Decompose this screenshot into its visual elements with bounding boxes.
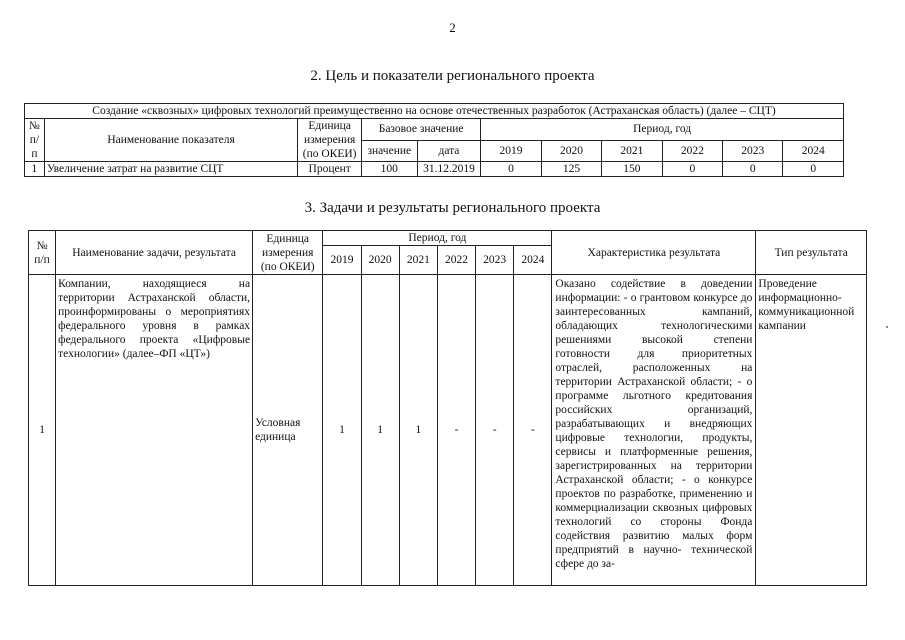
section-3-heading: 3. Задачи и результаты регионального проекта <box>304 200 601 216</box>
header-base-value: значение <box>361 140 417 162</box>
row-value: 150 <box>602 162 662 177</box>
row-num: 1 <box>29 275 56 586</box>
header-year: 2020 <box>541 140 601 162</box>
row-value: - <box>437 275 475 586</box>
row-num: 1 <box>25 162 45 177</box>
header-year: 2024 <box>783 140 844 162</box>
row-value: 0 <box>662 162 722 177</box>
goal-title: Создание «сквозных» цифровых технологий преимущественно на основе отечественных разработок (Астраханская область) (далее – СЦТ) <box>25 104 844 119</box>
row-base-date: 31.12.2019 <box>417 162 481 177</box>
row-characteristic: Оказано содействие в доведении информации: - о грантовом конкурсе до заинтересованных кампаний, обладающих технологическими решениями высокой степени готовности для приоритетных отраслей, расположенных на территории Астраханской области; - о программе льготного кредитования российских организаций, разрабатывающих и внедряющих цифровые технологии, продукты, сервисы и платформенные решения, зарегистрированных на территории Астраханской области; - о конкурсе проектов по разработке, применению и коммерциализации сквозных цифровых технологий со стороны Фонда содействия развитию малых форм предприятий в научно- технической сфере до за- <box>555 278 753 570</box>
row-value: 125 <box>541 162 601 177</box>
table-row <box>25 162 844 177</box>
header-task-name: Наименование задачи, результата <box>56 231 253 275</box>
header-indicator-name: Наименование показателя <box>44 119 298 162</box>
header-year: 2022 <box>437 246 475 275</box>
scan-speck <box>886 326 888 328</box>
header-year: 2019 <box>481 140 541 162</box>
row-result-type: Проведение информационно-коммуникационной кампании <box>756 275 867 586</box>
header-year: 2023 <box>476 246 514 275</box>
indicators-table <box>24 103 844 177</box>
header-base: Базовое значение <box>361 119 480 141</box>
row-value: 0 <box>783 162 844 177</box>
header-period: Период, год <box>481 119 844 141</box>
tasks-results-table <box>28 230 867 586</box>
row-unit: Процент <box>298 162 362 177</box>
row-value: 1 <box>361 275 399 586</box>
header-num: № п/п <box>25 119 45 162</box>
row-value: 1 <box>399 275 437 586</box>
header-unit: Единица измерения (по ОКЕИ) <box>298 119 362 162</box>
header-num: № п/п <box>29 231 56 275</box>
page-number: 2 <box>449 20 456 35</box>
row-indicator-name: Увеличение затрат на развитие СЦТ <box>44 162 298 177</box>
header-unit: Единица измерения (по ОКЕИ) <box>253 231 323 275</box>
header-result-type: Тип результата <box>756 231 867 275</box>
header-year: 2021 <box>399 246 437 275</box>
header-period: Период, год <box>323 231 552 246</box>
row-characteristic-cell <box>552 275 756 586</box>
header-base-date: дата <box>417 140 481 162</box>
header-year: 2021 <box>602 140 662 162</box>
row-base-value: 100 <box>361 162 417 177</box>
row-value: - <box>476 275 514 586</box>
row-unit: Условная единица <box>253 275 323 586</box>
row-value: 1 <box>323 275 361 586</box>
header-characteristic: Характеристика результата <box>552 231 756 275</box>
table-row <box>29 275 867 586</box>
header-year: 2020 <box>361 246 399 275</box>
header-year: 2024 <box>514 246 552 275</box>
header-year: 2022 <box>662 140 722 162</box>
row-value: 0 <box>481 162 541 177</box>
header-year: 2019 <box>323 246 361 275</box>
row-value: - <box>514 275 552 586</box>
header-year: 2023 <box>723 140 783 162</box>
row-value: 0 <box>723 162 783 177</box>
row-task-name: Компании, находящиеся на территории Астраханской области, проинформированы о мероприятиях федерального уровня в рамках федерального проекта «Цифровые технологии» (далее–ФП «ЦТ») <box>56 275 253 586</box>
section-2-heading: 2. Цель и показатели регионального проекта <box>310 68 595 84</box>
